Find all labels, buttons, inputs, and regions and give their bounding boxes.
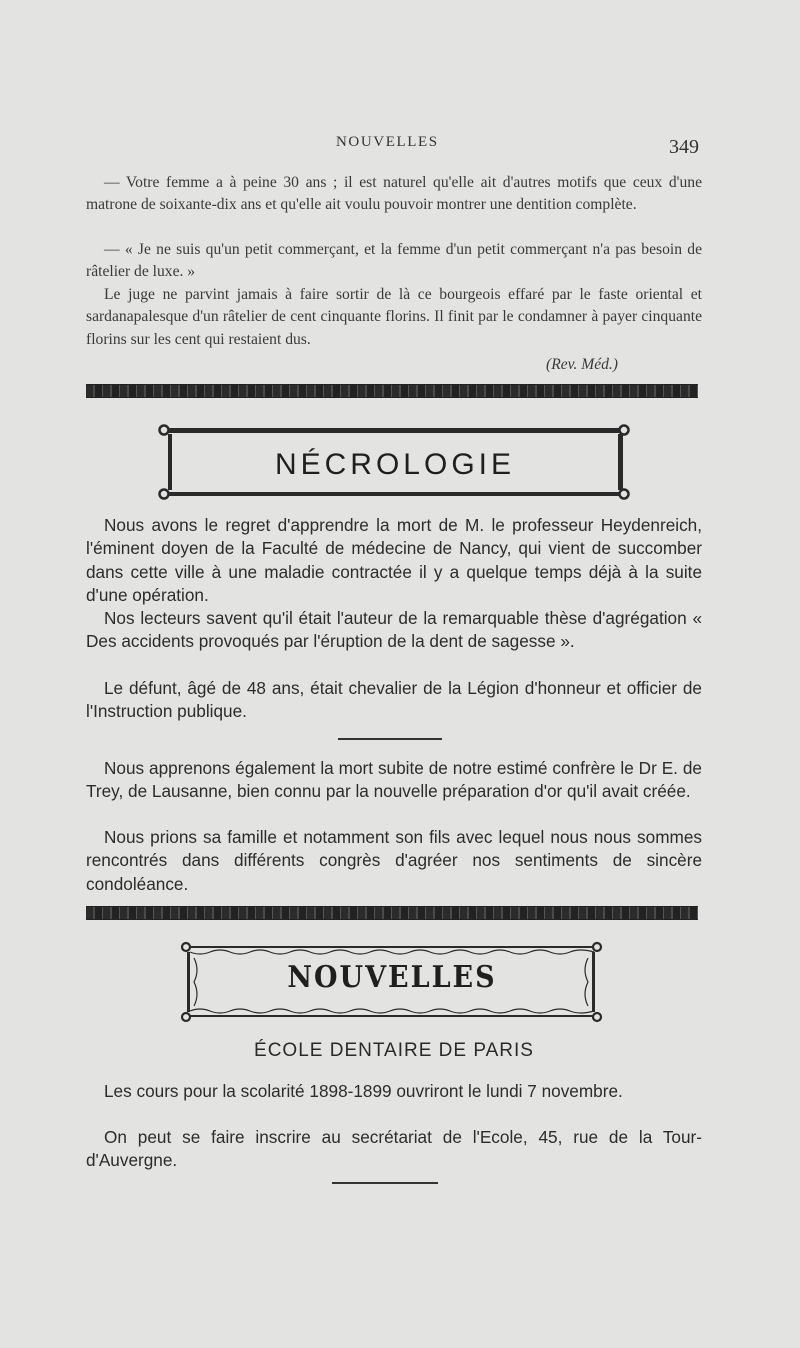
section-divider-top <box>86 384 698 398</box>
nouvelles-paragraph-2: On peut se faire inscrire au secrétariat de l'Ecole, 45, rue de la Tour-d'Auvergne. <box>86 1127 702 1171</box>
necrologie-paragraph-5: Nous prions sa famille et notamment son fils avec lequel nous nous sommes rencontrés dans différents congrès d'agréer nos sentiments de sincère condoléance. <box>86 827 702 894</box>
necrologie-paragraph-1: Nous avons le regret d'apprendre la mort de M. le professeur Heydenreich, l'éminent doyen de la Faculté de médecine de Nancy, qui vient de succomber dans cette ville à une maladie contractée il y a quelque temps déjà à la suite d'une opération. <box>86 515 702 606</box>
top-article-paragraph-1: — Votre femme a à peine 30 ans ; il est naturel qu'elle ait d'autres motifs que ceux d'une matrone de soixante-dix ans et qu'elle ait voulu pouvoir montrer une dentition complète. <box>86 174 702 214</box>
nouvelles-paragraph-1: Les cours pour la scolarité 1898-1899 ouvriront le lundi 7 novembre. <box>104 1081 623 1101</box>
necrologie-paragraph-2: Nos lecteurs savent qu'il était l'auteur de la remarquable thèse d'agrégation « Des accidents provoqués par l'éruption de la dent de sagesse ». <box>86 608 702 652</box>
nouvelles-title: NOUVELLES <box>287 960 497 995</box>
citation: (Rev. Méd.) <box>546 356 618 373</box>
nouvelles-subheading: ÉCOLE DENTAIRE DE PARIS <box>254 1040 534 1061</box>
page-number: 349 <box>669 136 699 158</box>
necrologie-paragraph-4: Nous apprenons également la mort subite de notre estimé confrère le Dr E. de Trey, de Lausanne, bien connu par la nouvelle préparation d'or qu'il avait créée. <box>86 758 702 802</box>
running-title: NOUVELLES <box>336 134 439 150</box>
short-rule <box>338 738 442 740</box>
top-article-paragraph-3: Le juge ne parvint jamais à faire sortir de là ce bourgeois effaré par le faste oriental et sardanapalesque d'un râtelier de cent cinquante florins. Il finit par le condamner à payer cinquante florins sur les cent qui restaient dus. <box>86 286 702 348</box>
top-article-paragraph-2: — « Je ne suis qu'un petit commerçant, et la femme d'un petit commerçant n'a pas besoin de râtelier de luxe. » <box>86 241 702 281</box>
necrologie-title: NÉCROLOGIE <box>274 448 516 481</box>
necrologie-paragraph-3: Le défunt, âgé de 48 ans, était chevalier de la Légion d'honneur et officier de l'Instruction publique. <box>86 678 702 722</box>
closing-rule <box>332 1182 438 1184</box>
section-divider-middle <box>86 906 698 920</box>
